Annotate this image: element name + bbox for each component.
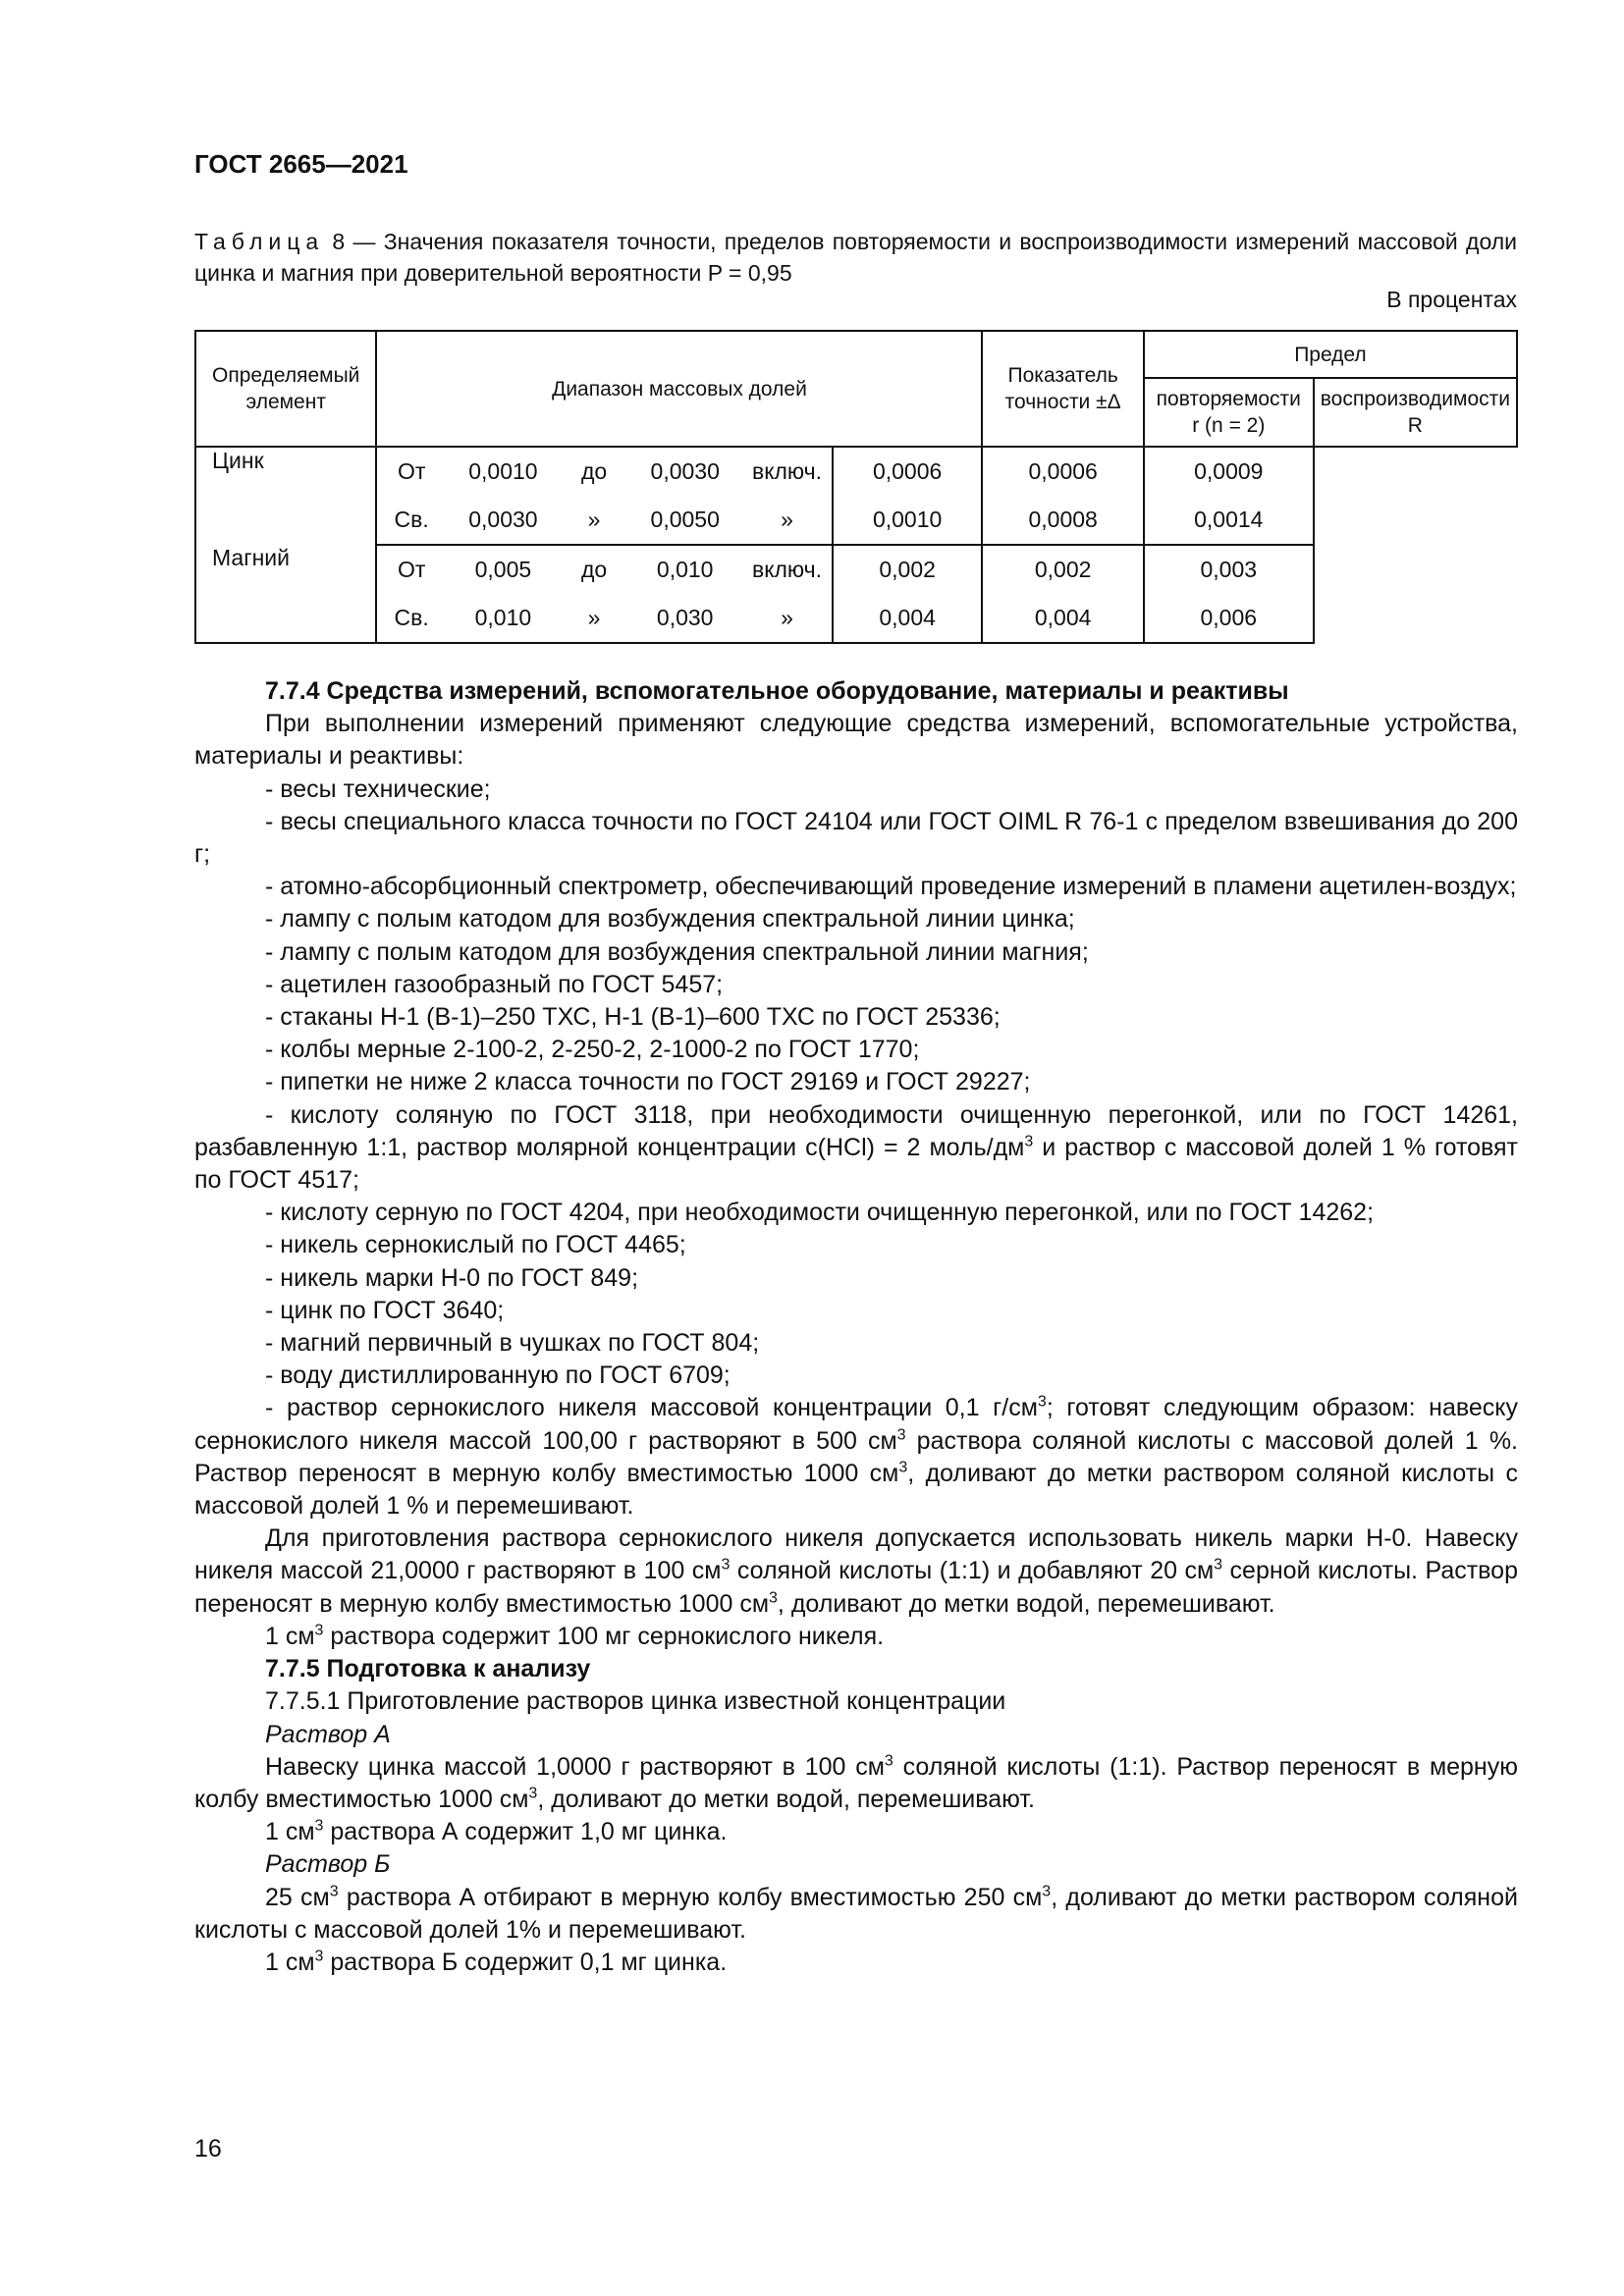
text-run: ; готовят следующим образом: навеску сернокислого никеля массой 100,00 г растворяют в 500 см <box>194 1394 1519 1455</box>
cell-from: 0,0030 <box>446 496 561 545</box>
text-run: раствора соляной кислоты с массовой долей 1 %. Раствор переносят в мерную колбу вместимостью 1000 см <box>194 1426 1518 1487</box>
cell-accuracy: 0,0010 <box>833 496 983 545</box>
paragraph <box>194 1621 1518 1653</box>
cell-suffix: » <box>742 594 833 643</box>
list-item: - кислоту серную по ГОСТ 4204, при необходимости очищенную перегонкой, или по ГОСТ 14262; <box>265 1199 1375 1227</box>
cell-from: 0,010 <box>446 594 561 643</box>
superscript: 3 <box>1214 1557 1223 1575</box>
cell-from: 0,0010 <box>468 458 538 484</box>
superscript: 3 <box>314 1622 324 1639</box>
text-run: серной кислоты. Раствор переносят в мерную колбу вместимостью 1000 см <box>194 1557 1518 1618</box>
list-item: - цинк по ГОСТ 3640; <box>265 1296 505 1324</box>
table-row <box>195 545 1517 594</box>
cell-from: 0,005 <box>474 557 532 582</box>
cell-accuracy: 0,004 <box>833 594 983 643</box>
data-table <box>194 330 1518 644</box>
header-accuracy: Показатель точности ±Δ <box>982 331 1143 447</box>
table-row <box>195 496 1517 545</box>
text-run: соляной кислоты (1:1) и добавляют 20 см <box>730 1557 1215 1585</box>
list-item: - весы технические; <box>265 774 491 803</box>
paragraph: При выполнении измерений применяют следующие средства измерений, вспомогательные устройства, материалы и реактивы: <box>194 710 1518 771</box>
text-run: соляной кислоты (1:1). Раствор переносят в мерную колбу вместимостью 1000 см <box>194 1752 1518 1813</box>
header-range: Диапазон массовых долей <box>376 331 982 447</box>
table-row <box>195 447 1517 496</box>
cell-reproducibility: 0,0009 <box>1144 447 1314 496</box>
list-item: - стаканы Н-1 (В-1)–250 ТХС, Н-1 (В-1)–600 ТХС по ГОСТ 25336; <box>265 1003 1001 1032</box>
list-item: - магний первичный в чушках по ГОСТ 804; <box>265 1329 760 1358</box>
text-run: раствора Б содержит 0,1 мг цинка. <box>323 1948 728 1976</box>
list-item: - лампу с полым катодом для возбуждения спектральной линии цинка; <box>265 905 1075 934</box>
page-number: 16 <box>194 2135 222 2163</box>
superscript: 3 <box>884 1752 893 1770</box>
cell-prefix: Св. <box>376 496 445 545</box>
header-reproducibility: воспроизводимости R <box>1314 378 1517 447</box>
cell-reproducibility: 0,003 <box>1144 545 1314 594</box>
list-item: - никель марки Н-0 по ГОСТ 849; <box>265 1263 639 1292</box>
text-run: , доливают до метки раствором соляной кислоты с массовой долей 1 % и перемешивают. <box>194 1459 1519 1521</box>
text-run: - раствор сернокислого никеля массовой концентрации 0,1 г/см <box>265 1394 1038 1422</box>
subsection-heading: 7.7.5.1 Приготовление растворов цинка известной концентрации <box>265 1687 1006 1716</box>
cell-repeatability: 0,004 <box>982 594 1143 643</box>
cell-sep: до <box>580 458 608 484</box>
text-run: 25 см <box>265 1883 330 1911</box>
cell-prefix: От <box>397 458 426 484</box>
text-run: раствора содержит 100 мг сернокислого никеля. <box>323 1622 885 1650</box>
cell-suffix: включ. <box>742 545 833 594</box>
paragraph <box>194 1947 1518 1979</box>
cell-accuracy: 0,0006 <box>833 447 983 496</box>
list-item: - лампу с полым катодом для возбуждения спектральной линии магния; <box>265 937 1089 966</box>
cell-reproducibility: 0,0014 <box>1144 496 1314 545</box>
list-item: - пипетки не ниже 2 класса точности по ГОСТ 29169 и ГОСТ 29227; <box>265 1068 1031 1096</box>
cell-repeatability: 0,0008 <box>982 496 1143 545</box>
text-run: , доливают до метки раствором соляной кислоты с массовой долей 1% и перемешивают. <box>194 1883 1518 1944</box>
list-item: - ацетилен газообразный по ГОСТ 5457; <box>265 970 724 998</box>
superscript: 3 <box>769 1589 778 1607</box>
superscript: 3 <box>1024 1133 1034 1150</box>
list-item: - весы специального класса точности по ГОСТ 24104 или ГОСТ OIML R 76-1 с пределом взвешивания до 200 г; <box>194 807 1518 869</box>
cell-to: 0,010 <box>656 557 714 582</box>
cell-prefix: От <box>397 557 426 582</box>
cell-suffix: » <box>742 496 833 545</box>
cell-repeatability: 0,0006 <box>982 447 1143 496</box>
cell-repeatability: 0,002 <box>982 545 1143 594</box>
cell-prefix: Св. <box>376 594 445 643</box>
superscript: 3 <box>896 1426 906 1444</box>
cell-to: 0,030 <box>627 594 742 643</box>
table-caption-label: Таблица <box>194 229 325 254</box>
body-text <box>194 675 1518 1979</box>
table-row <box>195 594 1517 643</box>
text-run: , доливают до метки водой, перемешивают. <box>537 1785 1035 1813</box>
superscript: 3 <box>314 1948 324 1965</box>
header-element: Определяемый элемент <box>195 331 376 447</box>
text-run: раствора А содержит 1,0 мг цинка. <box>323 1818 728 1846</box>
list-item: - колбы мерные 2-100-2, 2-250-2, 2-1000-2 по ГОСТ 1770; <box>265 1036 920 1064</box>
table-caption <box>194 226 1517 289</box>
solution-heading: Раствор Б <box>265 1850 391 1879</box>
text-run: Навеску цинка массой 1,0000 г растворяют в 100 см <box>265 1752 885 1781</box>
text-run: - кислоту соляную по ГОСТ 3118, при необходимости очищенную перегонкой, или по ГОСТ 14261, разбавленную 1:1, раствор молярной концентрации c(HCl) = 2 моль/дм <box>194 1100 1518 1161</box>
text-run: 1 см <box>265 1948 315 1976</box>
text-run: раствора А отбирают в мерную колбу вместимостью 250 см <box>338 1883 1043 1911</box>
list-item: - атомно-абсорбционный спектрометр, обеспечивающий проведение измерений в пламени ацетилен-воздух; <box>265 873 1517 901</box>
document-header: ГОСТ 2665—2021 <box>194 149 408 179</box>
paragraph <box>194 1882 1518 1947</box>
text-run: , доливают до метки водой, перемешивают. <box>777 1589 1275 1618</box>
superscript: 3 <box>1037 1394 1047 1412</box>
cell-to: 0,0050 <box>627 496 742 545</box>
list-item <box>194 1099 1518 1198</box>
text-run: 1 см <box>265 1622 315 1650</box>
cell-to: 0,0030 <box>650 458 720 484</box>
superscript: 3 <box>1042 1883 1052 1900</box>
cell-sep: » <box>561 496 627 545</box>
superscript: 3 <box>528 1785 538 1802</box>
text-run: Для приготовления раствора сернокислого никеля допускается использовать никель марки Н-0. Навеску никеля массой 21,0000 г растворяют в 100 см <box>194 1524 1518 1585</box>
paragraph <box>194 1751 1518 1816</box>
superscript: 3 <box>898 1459 908 1476</box>
cell-sep: до <box>580 557 608 582</box>
list-item: - никель сернокислый по ГОСТ 4465; <box>265 1231 686 1259</box>
table-units: В процентах <box>1386 287 1517 312</box>
paragraph <box>194 1816 1518 1848</box>
cell-element: Магний <box>195 545 376 643</box>
text-run: и раствор с массовой долей 1 % готовят по ГОСТ 4517; <box>194 1133 1519 1195</box>
paragraph <box>194 1522 1518 1621</box>
text-run: 1 см <box>265 1818 315 1846</box>
cell-reproducibility: 0,006 <box>1144 594 1314 643</box>
superscript: 3 <box>721 1557 731 1575</box>
cell-accuracy: 0,002 <box>833 545 983 594</box>
list-item <box>194 1392 1518 1522</box>
solution-heading: Раствор А <box>265 1720 391 1748</box>
section-heading: 7.7.4 Средства измерений, вспомогательное оборудование, материалы и реактивы <box>265 677 1289 705</box>
header-repeatability: повторяемости r (n = 2) <box>1144 378 1314 447</box>
cell-sep: » <box>561 594 627 643</box>
table-caption-text: 8 — Значения показателя точности, пределов повторяемости и воспроизводимости измерений массовой доли цинка и магния при доверительной вероятности P = 0,95 <box>194 229 1517 286</box>
section-heading: 7.7.5 Подготовка к анализу <box>265 1655 591 1683</box>
header-limit: Предел <box>1144 331 1517 378</box>
superscript: 3 <box>329 1883 339 1900</box>
list-item: - воду дистиллированную по ГОСТ 6709; <box>265 1362 731 1390</box>
superscript: 3 <box>314 1817 324 1835</box>
cell-suffix: включ. <box>742 447 833 496</box>
cell-element: Цинк <box>195 447 376 545</box>
